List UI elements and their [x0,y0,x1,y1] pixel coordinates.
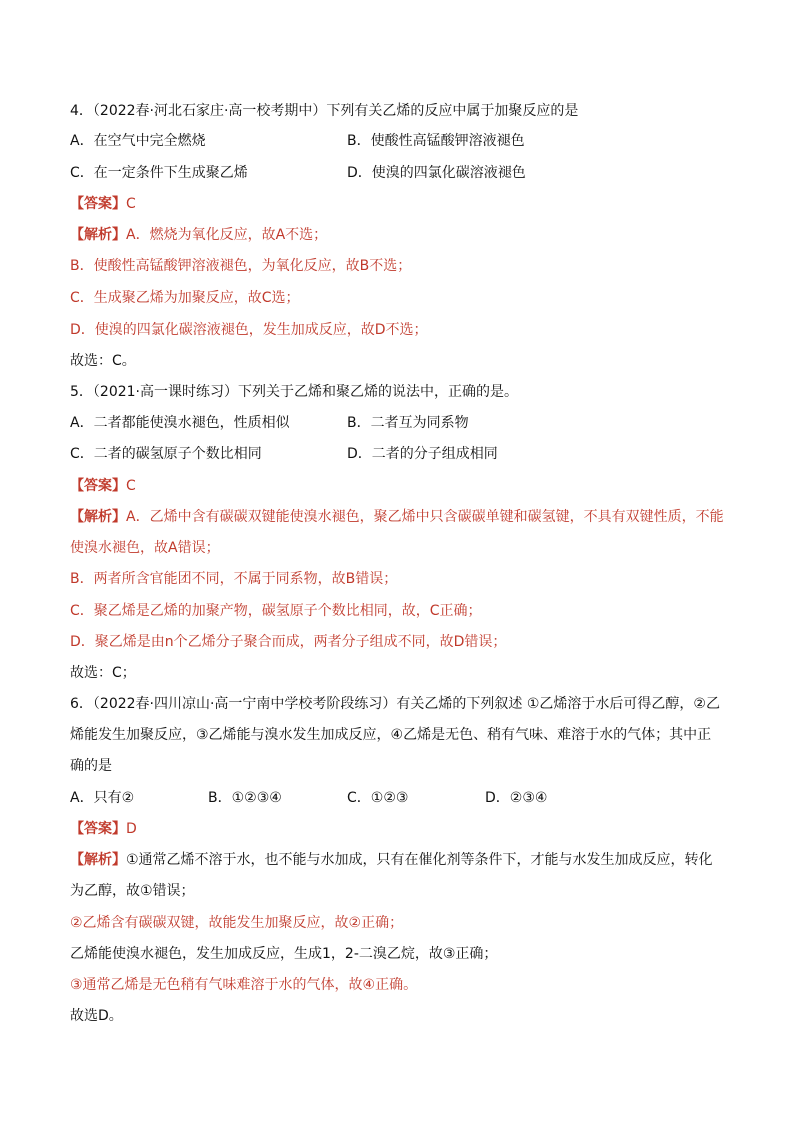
q6-analysis-text: ①通常乙烯不溶于水，也不能与水加成，只有在催化剂等条件下，才能与水发生加成反应，转化 [126,852,713,868]
q6-analysis-line-4: 乙烯能使溴水褪色，发生加成反应，生成1，2-二溴乙烷，故③正确； [70,946,498,962]
q5-option-b: B．二者互为同系物 [347,415,469,431]
q4-analysis-line-2: B．使酸性高锰酸钾溶液褪色，为氧化反应，故B不选； [70,258,412,274]
q5-analysis-line-1 [70,507,724,527]
q6-analysis-line-1 [70,850,713,870]
q5-analysis-line-3: B．两者所含官能团不同，不属于同系物，故B错误； [70,571,398,587]
q6-option-a: A．只有② [70,790,135,806]
q6-option-b: B．①②③④ [208,790,282,806]
q6-analysis-line-3: ②乙烯含有碳碳双键，故能发生加聚反应，故②正确； [70,915,404,931]
q6-answer-tag: 【答案】 [70,821,126,837]
q4-stem: 4．（2022春·河北石家庄·高一校考期中）下列有关乙烯的反应中属于加聚反应的是 [70,103,579,119]
q6-answer-line [70,819,137,839]
q5-option-a: A．二者都能使溴水褪色，性质相似 [70,415,290,431]
q6-conclusion: 故选D。 [70,1008,123,1024]
q6-stem-line-2: 烯能发生加聚反应，③乙烯能与溴水发生加成反应，④乙烯是无色、稍有气味、难溶于水的气体；其中正 [70,727,712,743]
q6-answer-value: D [126,821,137,837]
q6-stem-line-1: 6．（2022春·四川凉山·高一宁南中学校考阶段练习）有关乙烯的下列叙述 ①乙烯溶于水后可得乙醇，②乙 [70,696,720,712]
q5-stem: 5．（2021·高一课时练习）下列关于乙烯和聚乙烯的说法中，正确的是。 [70,384,518,400]
q4-analysis-tag: 【解析】 [70,227,126,243]
q5-conclusion: 故选：C； [70,665,136,681]
q5-analysis-tag: 【解析】 [70,509,126,525]
q4-option-d: D．使溴的四氯化碳溶液褪色 [347,165,526,181]
q6-option-d: D．②③④ [485,790,548,806]
q5-answer-value: C [126,478,136,494]
q6-stem-line-3: 确的是 [70,758,112,774]
q5-analysis-line-5: D．聚乙烯是由n个乙烯分子聚合而成，两者分子组成不同，故D错误； [70,634,507,650]
q4-option-a: A．在空气中完全燃烧 [70,133,206,149]
q6-analysis-line-2: 为乙醇，故①错误； [70,883,195,899]
q4-option-b: B．使酸性高锰酸钾溶液褪色 [347,133,525,149]
q5-analysis-line-2: 使溴水褪色，故A错误； [70,540,220,556]
q5-answer-line [70,476,136,496]
q4-analysis-line-3: C．生成聚乙烯为加聚反应，故C选； [70,290,300,306]
q5-analysis-line-4: C．聚乙烯是乙烯的加聚产物，碳氢原子个数比相同，故，C正确； [70,603,482,619]
q4-option-c: C．在一定条件下生成聚乙烯 [70,165,248,181]
q4-analysis-line-1 [70,225,327,245]
q6-analysis-tag: 【解析】 [70,852,126,868]
q5-option-d: D．二者的分子组成相同 [347,446,498,462]
q6-analysis-line-5: ③通常乙烯是无色稍有气味难溶于水的气体，故④正确。 [70,977,418,993]
q4-analysis-text: A．燃烧为氧化反应，故A不选； [126,227,328,243]
q5-option-c: C．二者的碳氢原子个数比相同 [70,446,262,462]
q4-conclusion: 故选：C。 [70,353,136,369]
q5-answer-tag: 【答案】 [70,478,126,494]
q5-analysis-text: A．乙烯中含有碳碳双键能使溴水褪色，聚乙烯中只含碳碳单键和碳氢键，不具有双键性质，不能 [126,509,724,525]
q4-analysis-line-4: D．使溴的四氯化碳溶液褪色，发生加成反应，故D不选； [70,322,428,338]
q4-answer-line [70,194,136,214]
q4-answer-tag: 【答案】 [70,196,126,212]
q4-answer-value: C [126,196,136,212]
q6-option-c: C．①②③ [347,790,409,806]
